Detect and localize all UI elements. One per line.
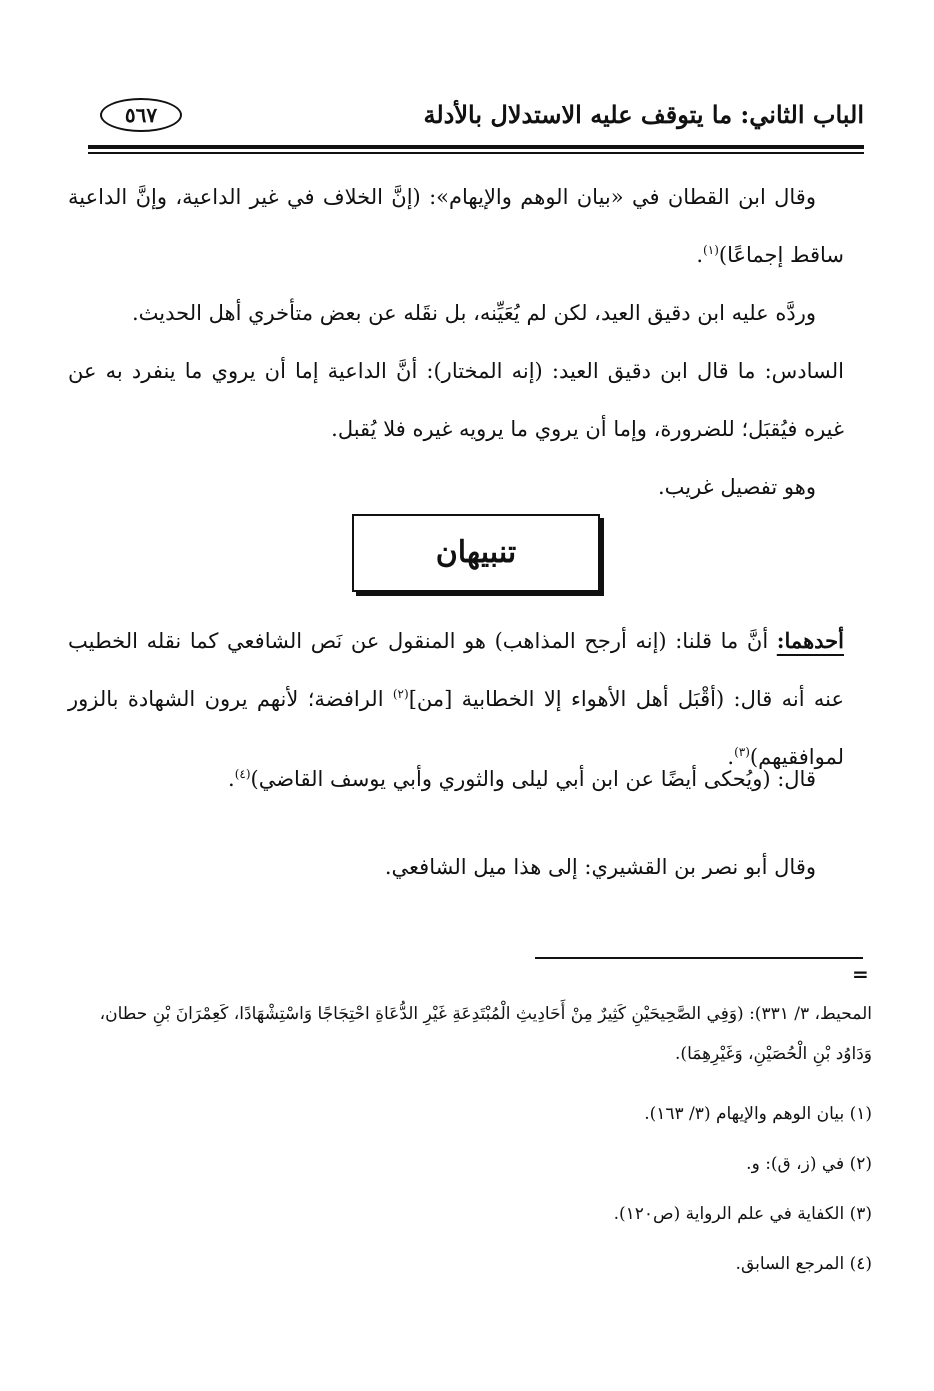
first-note-lead: أحدهما: (776, 628, 844, 653)
paragraph-al-qushayri: وقال أبو نصر بن القشيري: إلى هذا ميل الشافعي. (384, 855, 816, 879)
footnote-ref-1[interactable]: (١) (703, 243, 719, 257)
section-title: تنبيهان (435, 535, 517, 570)
paragraph-also-narrated: قال: (ويُحكى أيضًا عن ابن أبي ليلى والثوري وأبي يوسف القاضي)$^{(٤)}$. (228, 767, 816, 791)
paragraph-ibn-daqiq-reply: وردَّه عليه ابن دقيق العيد، لكن لم يُعَيِّنه، بل نقَله عن بعض متأخري أهل الحديث. (131, 301, 816, 325)
footnote-ref-2[interactable]: (٢) (392, 687, 409, 701)
footnote-2: (٢) في (ز، ق): و. (746, 1154, 872, 1174)
paragraph-strange-detail: وهو تفصيل غريب. (657, 475, 816, 499)
running-title: الباب الثاني: ما يتوقف عليه الاستدلال بالأدلة (423, 100, 864, 129)
paragraph-sixth-opinion: السادس: ما قال ابن دقيق العيد: (إنه المختار): أنَّ الداعية إما أن يروي ما ينفرد به عن غيره فيُقبَل؛ للضرورة، وإما أن يروي ما يرويه غيره فلا يُقبل. (68, 359, 844, 441)
footnote-ref-4[interactable]: (٤) (234, 767, 251, 781)
footnote-4: (٤) المرجع السابق. (735, 1254, 872, 1274)
page-number-badge: ٥٦٧ (100, 98, 182, 132)
footnote-continuation-marker: = (852, 962, 869, 986)
footnote-ref-3[interactable]: (٣) (734, 745, 750, 759)
paragraph-first-note: أحدهما: أنَّ ما قلنا: (إنه أرجح المذاهب) هو المنقول عن نَص الشافعي كما نقله الخطيب عنه أنه قال: (أقْبَل أهل الأهواء إلا الخطابية [من]$^{(٢)}$ الرافضة؛ لأنهم يرون الشهادة بالزور لموافقيهم)$^{(٣)}$. (68, 628, 844, 769)
footnote-3: (٣) الكفاية في علم الرواية (ص١٢٠). (613, 1204, 872, 1224)
footnote-continued: المحيط، ٣/ ٣٣١): (وَفِي الصَّحِيحَيْنِ كَثِيرٌ مِنْ أَحَادِيثِ الْمُبْتَدِعَةِ غَيْرِ الدُّعَاةِ احْتِجَاجًا وَاسْتِشْهَادًا، كَعِمْرَانَ بْنِ حطان، وَدَاوُد بْنِ الْحُصَيْنِ، وَغَيْرِهِمَا). (99, 1004, 872, 1064)
section-title-box (352, 514, 600, 592)
footnote-1: (١) بيان الوهم والإيهام (٣/ ١٦٣). (644, 1104, 872, 1124)
header-rule-thick (88, 145, 864, 149)
header-rule-thin (88, 152, 864, 154)
page-header (88, 92, 864, 142)
paragraph-ibn-al-qattan: وقال ابن القطان في «بيان الوهم والإيهام»: (إنَّ الخلاف في غير الداعية، وإنَّ الداعية ساقط إجماعًا)$^{(١)}$. (68, 185, 844, 267)
footnote-separator (535, 957, 863, 959)
